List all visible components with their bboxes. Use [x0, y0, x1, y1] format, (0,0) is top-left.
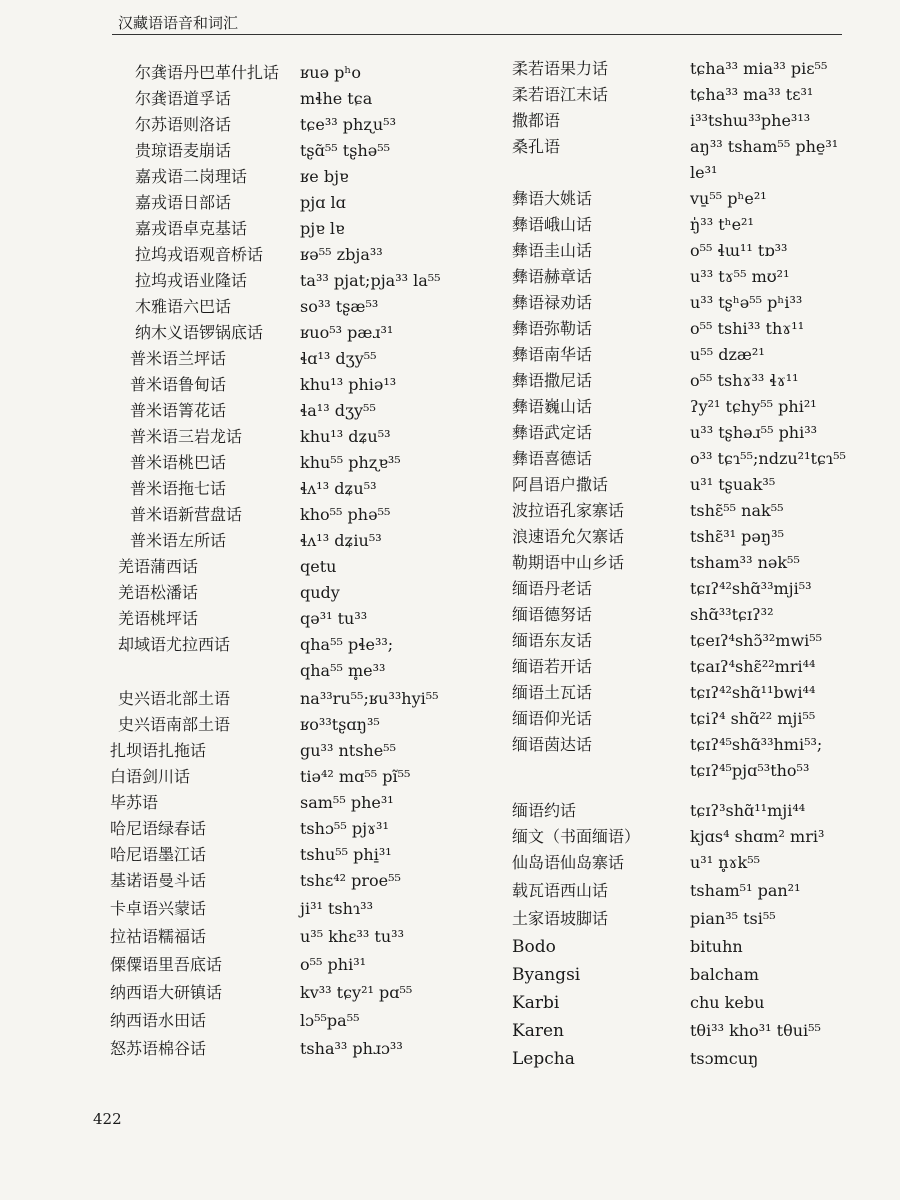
variety-name: 缅语丹老话	[512, 579, 593, 598]
variety-name: 阿昌语户撒话	[512, 475, 609, 494]
word-form: u³³ tʂhəɹ⁵⁵ phi³³	[690, 423, 818, 442]
word-form: tsham⁵¹ pan²¹	[690, 881, 801, 900]
variety-name: 彝语圭山话	[512, 241, 593, 260]
word-form: ji³¹ tshɿ³³	[300, 899, 374, 918]
word-form: tshu⁵⁵ phi̱³¹	[300, 845, 392, 864]
header-title: 汉藏语语音和词汇	[118, 14, 239, 32]
word-form: tʂɑ̃⁵⁵ tʂhə⁵⁵	[300, 141, 391, 160]
word-form: qudy	[300, 583, 340, 602]
variety-name: 缅语土瓦话	[512, 683, 593, 702]
word-form: i³³tshɯ³³phe³¹³	[690, 111, 811, 130]
word-form: tɕha³³ mia³³ piɛ⁵⁵	[690, 59, 828, 78]
word-form: ta³³ pjat;pja³³ la⁵⁵	[300, 271, 441, 290]
word-form: tɕaɪʔ⁴shɛ̃²²mri⁴⁴	[690, 657, 816, 676]
variety-name: 普米语箐花话	[130, 401, 227, 420]
word-form: ʁuə pʰo	[300, 63, 361, 82]
variety-name: 彝语大姚话	[512, 189, 593, 208]
variety-name: Karen	[512, 1021, 564, 1041]
variety-name: 纳西语大研镇话	[110, 983, 223, 1002]
word-form: ʁuo⁵³ pæɹ³¹	[300, 323, 394, 342]
word-form: le³¹	[690, 163, 718, 182]
variety-name: 载瓦语西山话	[512, 881, 609, 900]
variety-name: 贵琼语麦崩话	[135, 141, 232, 160]
variety-name: 缅语茵达话	[512, 735, 593, 754]
word-form: qha⁵⁵ m̥e³³	[300, 661, 386, 680]
word-form: tsɔmcuŋ	[690, 1049, 759, 1068]
variety-name: 彝语赫章话	[512, 267, 593, 286]
variety-name: 嘉戎语卓克基话	[135, 219, 248, 238]
word-form: tsham³³ nək⁵⁵	[690, 553, 800, 572]
word-form: qetu	[300, 557, 337, 576]
word-form: ʁə⁵⁵ zbja³³	[300, 245, 383, 264]
word-form: tsha³³ phɹɔ³³	[300, 1039, 403, 1058]
word-form: tθi³³ kho³¹ tθui⁵⁵	[690, 1021, 821, 1040]
word-form: pjɐ lɐ	[300, 219, 345, 238]
word-form: ɬa¹³ dʒy⁵⁵	[300, 401, 376, 420]
variety-name: 史兴语南部土语	[118, 715, 231, 734]
variety-name: 彝语撒尼话	[512, 371, 593, 390]
word-form: tiə⁴² mɑ⁵⁵ pĩ⁵⁵	[300, 767, 411, 786]
word-form: tɕe³³ phʐu⁵³	[300, 115, 397, 134]
word-form: u³³ tɤ⁵⁵ mʊ²¹	[690, 267, 790, 286]
word-form: ʁe bjɐ	[300, 167, 349, 186]
word-form: so³³ tʂæ⁵³	[300, 297, 379, 316]
variety-name: 普米语鲁甸话	[130, 375, 227, 394]
word-form: o³³ tɕɿ⁵⁵;ndzu²¹tɕɿ⁵⁵	[690, 449, 846, 468]
word-form: ɬʌ¹³ dʑu⁵³	[300, 479, 377, 498]
variety-name: 纳西语水田话	[110, 1011, 207, 1030]
variety-name: 怒苏语棉谷话	[110, 1039, 207, 1058]
word-form: o⁵⁵ tshi³³ thɤ¹¹	[690, 319, 805, 338]
variety-name: 哈尼语绿春话	[110, 819, 207, 838]
word-form: u³¹ n̥ɤk⁵⁵	[690, 853, 761, 872]
variety-name: 却域语尤拉西话	[118, 635, 231, 654]
word-form: o⁵⁵ phi³¹	[300, 955, 367, 974]
variety-name: 仙岛语仙岛寨话	[512, 853, 625, 872]
word-form: o⁵⁵ ɬɯ¹¹ tɒ³³	[690, 241, 788, 260]
word-form: kho⁵⁵ phə⁵⁵	[300, 505, 391, 524]
word-form: qə³¹ tu³³	[300, 609, 368, 628]
variety-name: 拉坞戎语观音桥话	[135, 245, 264, 264]
word-form: u³⁵ khɛ³³ tu³³	[300, 927, 404, 946]
word-form: tɕɪʔ⁴⁵pjɑ⁵³tho⁵³	[690, 761, 810, 780]
variety-name: 彝语武定话	[512, 423, 593, 442]
word-form: tshɛ̃³¹ pəŋ³⁵	[690, 527, 784, 546]
word-form: lɔ⁵⁵pa⁵⁵	[300, 1011, 360, 1030]
variety-name: 尔苏语则洛话	[135, 115, 232, 134]
variety-name: 卡卓语兴蒙话	[110, 899, 207, 918]
variety-name: 哈尼语墨江话	[110, 845, 207, 864]
word-form: khu⁵⁵ phʐɐ³⁵	[300, 453, 401, 472]
variety-name: 羌语蒲西话	[118, 557, 199, 576]
word-form: tɕɪʔ⁴⁵shɑ̃³³hmi⁵³;	[690, 735, 823, 754]
variety-name: 土家语坡脚话	[512, 909, 609, 928]
word-form: tɕiʔ⁴ shɑ̃²² mji⁵⁵	[690, 709, 816, 728]
variety-name: 柔若语江末话	[512, 85, 609, 104]
word-form: tshɛ⁴² proe⁵⁵	[300, 871, 401, 890]
word-form: sam⁵⁵ phe³¹	[300, 793, 394, 812]
word-form: bituhn	[690, 937, 743, 956]
variety-name: 普米语三岩龙话	[130, 427, 243, 446]
word-form: ŋ̍³³ tʰe²¹	[690, 215, 754, 234]
word-form: khu¹³ phiə¹³	[300, 375, 397, 394]
variety-name: Bodo	[512, 937, 556, 957]
variety-name: 普米语桃巴话	[130, 453, 227, 472]
word-form: aŋ³³ tsham⁵⁵ phe̱³¹	[690, 137, 839, 156]
word-form: na³³ru⁵⁵;ʁu³³hyi⁵⁵	[300, 689, 439, 708]
variety-name: 尔龚语道孚话	[135, 89, 232, 108]
word-form: tɕɪʔ⁴²shɑ̃³³mji⁵³	[690, 579, 812, 598]
variety-name: 彝语禄劝话	[512, 293, 593, 312]
variety-name: 普米语左所话	[130, 531, 227, 550]
variety-name: 普米语拖七话	[130, 479, 227, 498]
variety-name: 纳木义语锣锅底话	[135, 323, 264, 342]
variety-name: 缅语东友话	[512, 631, 593, 650]
header-rule	[112, 34, 842, 35]
word-form: ɬɑ¹³ dʒy⁵⁵	[300, 349, 377, 368]
variety-name: 彝语峨山话	[512, 215, 593, 234]
word-form: khu¹³ dʑu⁵³	[300, 427, 391, 446]
variety-name: 扎坝语扎拖话	[110, 741, 207, 760]
word-form: gu³³ ntshe⁵⁵	[300, 741, 397, 760]
variety-name: 拉坞戎语业隆话	[135, 271, 248, 290]
variety-name: 缅语仰光话	[512, 709, 593, 728]
word-form: ɬʌ¹³ dʑiu⁵³	[300, 531, 382, 550]
word-form: tɕha³³ ma³³ tɛ³¹	[690, 85, 814, 104]
variety-name: 柔若语果力话	[512, 59, 609, 78]
word-form: tshɔ⁵⁵ pjɤ³¹	[300, 819, 389, 838]
variety-name: 嘉戎语二岗理话	[135, 167, 248, 186]
variety-name: 桑孔语	[512, 137, 561, 156]
variety-name: 缅语约话	[512, 801, 577, 820]
word-form: kv³³ tɕy²¹ pɑ⁵⁵	[300, 983, 413, 1002]
word-form: tshɛ̃⁵⁵ nak⁵⁵	[690, 501, 784, 520]
variety-name: Byangsi	[512, 965, 581, 985]
word-form: tɕɪʔ³shɑ̃¹¹mji⁴⁴	[690, 801, 806, 820]
variety-name: 彝语南华话	[512, 345, 593, 364]
page-number: 422	[93, 1110, 122, 1128]
variety-name: 撒都语	[512, 111, 561, 130]
variety-name: 缅文（书面缅语）	[512, 827, 641, 846]
word-form: ʁo³³tʂɑŋ³⁵	[300, 715, 380, 734]
word-form: tɕɪʔ⁴²shɑ̃¹¹bwi⁴⁴	[690, 683, 816, 702]
variety-name: 彝语弥勒话	[512, 319, 593, 338]
word-form: o⁵⁵ tshɤ³³ ɬɤ¹¹	[690, 371, 799, 390]
variety-name: 羌语松潘话	[118, 583, 199, 602]
variety-name: 基诺语曼斗话	[110, 871, 207, 890]
variety-name: 史兴语北部土语	[118, 689, 231, 708]
variety-name: 普米语兰坪话	[130, 349, 227, 368]
variety-name: 木雅语六巴话	[135, 297, 232, 316]
variety-name: 尔龚语丹巴革什扎话	[135, 63, 280, 82]
variety-name: Lepcha	[512, 1049, 575, 1069]
word-form: pjɑ lɑ	[300, 193, 346, 212]
word-form: u⁵⁵ dzæ²¹	[690, 345, 765, 364]
word-form: vu̱⁵⁵ pʰe²¹	[690, 189, 767, 208]
variety-name: 浪速语允欠寨话	[512, 527, 625, 546]
word-form: chu kebu	[690, 993, 765, 1012]
word-form: ʔy²¹ tɕhy⁵⁵ phi²¹	[690, 397, 817, 416]
word-form: kjɑs⁴ shɑm² mri³	[690, 827, 825, 846]
word-form: qha⁵⁵ pɬe³³;	[300, 635, 394, 654]
variety-name: 波拉语孔家寨话	[512, 501, 625, 520]
variety-name: 彝语喜德话	[512, 449, 593, 468]
variety-name: 羌语桃坪话	[118, 609, 199, 628]
variety-name: 缅语德努话	[512, 605, 593, 624]
word-form: mɬhe tɕa	[300, 89, 373, 108]
variety-name: 毕苏语	[110, 793, 159, 812]
word-form: pian³⁵ tsi⁵⁵	[690, 909, 776, 928]
variety-name: 普米语新营盘话	[130, 505, 243, 524]
word-form: shɑ̃³³tɕɪʔ³²	[690, 605, 774, 624]
variety-name: Karbi	[512, 993, 560, 1013]
variety-name: 白语剑川话	[110, 767, 191, 786]
variety-name: 勒期语中山乡话	[512, 553, 625, 572]
variety-name: 拉祜语糯福话	[110, 927, 207, 946]
word-form: balcham	[690, 965, 759, 984]
variety-name: 彝语巍山话	[512, 397, 593, 416]
variety-name: 傈僳语里吾底话	[110, 955, 223, 974]
word-form: tɕeɪʔ⁴shɔ̃³²mwi⁵⁵	[690, 631, 823, 650]
variety-name: 嘉戎语日部话	[135, 193, 232, 212]
variety-name: 缅语若开话	[512, 657, 593, 676]
word-form: u³³ tʂʰə⁵⁵ pʰi³³	[690, 293, 803, 312]
word-form: u³¹ tʂuak³⁵	[690, 475, 776, 494]
